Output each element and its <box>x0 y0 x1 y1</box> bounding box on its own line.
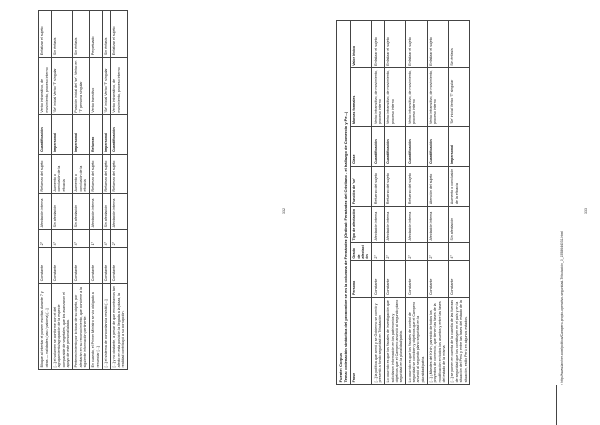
table-cell: Refuerzo del sujeto <box>406 166 427 206</box>
table-cell: Atención del sujeto <box>427 166 448 206</box>
table-cell: Pertenecimiento por lo tocar de su objeto, por afectarán en su reconocimiento, que conciene a la siguiente información pertinente. <box>73 283 90 369</box>
right-page <box>300 0 600 424</box>
table-cell: Refuerzo del sujeto <box>372 166 385 206</box>
table-cell: Sin afectación <box>102 194 110 230</box>
table-cell: En cuando, el Primer Ministro se vio obligado a renunciar [...] <box>90 283 103 369</box>
table-cell: Aumento o conclusión de la eficacia <box>449 166 470 206</box>
table-cell: Sin afectación <box>51 194 72 230</box>
table-cell: [...] la política que armó y se Gobierno se comió y presentó a fondo seguridad en Tributación <box>372 297 385 384</box>
table-cell: Constante <box>384 261 405 297</box>
table-title: Tema: ordenación sintáctica del pronombre se en la columna de Fernández (Ordinal: Fernández del Cristiano - el hallazgo de Comercio y Pe...) <box>343 111 349 383</box>
table-cell: 'Se' inicial Verbo 'T' singular <box>449 68 470 126</box>
table-row <box>449 21 470 385</box>
table-cell: Lo ocurrido es que los fiscales de investigación que solicitaron información en los patrimonios y objetivos que el Campero anunció al segundo plano seguridad en la pluralidad/patria. <box>384 297 405 384</box>
column-header: Tipo de afectación <box>350 206 371 242</box>
right-table <box>350 20 471 385</box>
table-cell: Verbo intransitivo, de movimiento, proceso interno <box>110 57 127 114</box>
table-cell: Bloque al intentar el poseer escritas durante 7 y otras — nalidades (uso / paloma) [...] <box>39 283 52 369</box>
table-cell: [...] se ponen en cuenta de la cuantía de las fuerzas de seguridad que los constituyen en el país y en la situación del Perú y entre las fases del estado de la situación, estilo Perú en algunos estados. <box>449 297 470 384</box>
table-cell: Verbo intransitivo, de movimiento, proceso interno <box>406 68 427 126</box>
table-cell: Impersonal <box>73 115 90 154</box>
table-cell: Impersonal <box>102 115 110 154</box>
table-cell: Posición inicial del 'se'. Verbo en 'T' persona singular <box>73 57 90 114</box>
table-cell: [...] el sistema de concordancia resistió [...] <box>102 283 110 369</box>
column-header: Marcas formales <box>350 68 371 126</box>
table-cell: 4° <box>51 230 72 248</box>
table-cell: Enfatizar el sujeto <box>372 21 385 68</box>
left-page <box>0 0 300 424</box>
column-header: Función de 'se' <box>350 166 371 206</box>
table-cell: Enfatizar el sujeto <box>406 21 427 68</box>
table-cell: [...] y no obstante, a pesar de que encontramos tan afecto en esta posición la llegada a la plaza, la realidad contribuyó a su corrupción. <box>110 283 127 369</box>
page-number: 332 <box>282 208 286 214</box>
table-cell: Afectación interna <box>110 194 127 230</box>
table-row <box>372 21 385 385</box>
table-cell: Constante <box>90 247 103 283</box>
table-cell: Cuantificación <box>39 115 52 154</box>
table-cell: 2° <box>427 243 448 261</box>
table-cell: Refuerzo <box>90 115 103 154</box>
table-cell: Cuantificación <box>384 126 405 166</box>
table-cell: Cuantificación <box>427 126 448 166</box>
column-header: Persona <box>350 261 371 297</box>
table-cell: 2° <box>110 230 127 248</box>
table-cell: Verbo intransitivo, de movimiento, proceso interno <box>427 68 448 126</box>
column-header: Frase <box>350 297 371 384</box>
table-cell: Afectación interna <box>427 206 448 242</box>
table-cell: Constante <box>406 261 427 297</box>
table-cell: 2° <box>372 243 385 261</box>
table-cell: Impersonal <box>51 115 72 154</box>
table-cell: Verbo transitivo <box>90 57 103 114</box>
table-cell: 2° <box>406 243 427 261</box>
left-table <box>38 10 128 370</box>
table-cell: Constante <box>449 261 470 297</box>
table-row <box>427 21 448 385</box>
column-header: Valor léxico <box>350 21 371 68</box>
column-header: Grado de afectación <box>350 243 371 261</box>
table-cell: Afectación interna <box>384 206 405 242</box>
table-cell: Verbo intransitivo, de movimiento, proceso interno <box>372 68 385 126</box>
table-cell: Refuerzo del sujeto <box>90 154 103 193</box>
column-header: Clase <box>350 126 371 166</box>
table-cell: Refuerzo del sujeto <box>110 154 127 193</box>
table-cell: Enfatizar el sujeto <box>384 21 405 68</box>
table-row <box>406 21 427 385</box>
table-cell: Afectación interna <box>90 194 103 230</box>
footnote: ¹ http://www.larcher.com/politica/Campero-propio-operativo-seguridad-Tributación_0_1558644031.html <box>560 231 564 385</box>
table-cell: 4° <box>73 230 90 248</box>
table-cell: Perpetuado <box>90 11 103 58</box>
table-cell: Verbo intransitivo, de movimiento, proceso interno <box>39 57 52 114</box>
table-cell: Cuantificación <box>406 126 427 166</box>
table-cell: Afectación interna <box>39 194 52 230</box>
table-cell: 2° <box>39 230 52 248</box>
table-cell: 'Se' inicial Verbo 'T' singular <box>51 57 72 114</box>
table-cell: 4° <box>102 230 110 248</box>
table-cell: Cuantificación <box>372 126 385 166</box>
table-cell: Constante <box>427 261 448 297</box>
table-cell: Afectación interna <box>372 206 385 242</box>
table-cell: Sin afectación <box>73 194 90 230</box>
table-cell: 1° <box>90 230 103 248</box>
table-cell: Constante <box>51 247 72 283</box>
table-cell: Refuerzo del sujeto <box>39 154 52 193</box>
table-caption <box>336 20 350 385</box>
table-row <box>39 11 52 370</box>
table-cell: Constante <box>39 247 52 283</box>
table-cell: Verbo intransitivo, de movimiento, proceso interno <box>384 68 405 126</box>
table-cell: Sin afectación <box>449 206 470 242</box>
footnote-rule <box>556 385 557 425</box>
table-cell: 2° <box>384 243 405 261</box>
table-cell: Impersonal <box>449 126 470 166</box>
left-table-frame <box>38 10 274 370</box>
table-row <box>51 11 72 370</box>
table-row <box>73 11 90 370</box>
table-cell: Sin énfasis <box>102 11 110 58</box>
table-cell: Constante <box>110 247 127 283</box>
table-cell: Enfatizar el sujeto <box>39 11 52 58</box>
table-cell: Constante <box>73 247 90 283</box>
table-cell: Aumento o conclusión de la eficacia <box>73 154 90 193</box>
table-cell: [...] ¿Mandes del Kirch, parecido de todos los proyectos de comercio, que tienen las fases de la modificación en todos los asuntos y entre las fases del estado de la misma <box>427 297 448 384</box>
table-cell: Constante <box>372 261 385 297</box>
table-cell: [...] el volumen se conforme con el del agrupamiento/agrupación de la especie comparable de vegetales, que los avanzaron el apoyo de este personal/alaba. <box>51 283 72 369</box>
table-row <box>384 21 405 385</box>
table-row <box>110 11 127 370</box>
table-cell: Cuantificación <box>110 115 127 154</box>
table-cell: Enfatizar el sujeto <box>110 11 127 58</box>
table-cell: Constante <box>102 247 110 283</box>
table-cell: Enfatizar el sujeto <box>427 21 448 68</box>
table-row <box>102 11 110 370</box>
table-cell: 4° <box>449 243 470 261</box>
table-source: Fuente: Corpus <box>338 352 344 383</box>
table-cell: Sin énfasis <box>73 11 90 58</box>
table-cell: Aumento o conclusión de la eficacia <box>51 154 72 193</box>
table-cell: Lo ocurrido es que los fiscales de control de seguridad se conciben y objetivos que el Campero anunció al segundo plano seguridad en la pluralidad/patria. <box>406 297 427 384</box>
right-table-frame <box>336 20 562 385</box>
page-number: 333 <box>584 208 588 214</box>
table-cell: Afectación interna <box>406 206 427 242</box>
table-cell: Refuerzo del sujeto <box>384 166 405 206</box>
table-cell: Refuerzo del sujeto <box>102 154 110 193</box>
table-cell: 'Se' inicial Verbo 'T' singular <box>102 57 110 114</box>
table-cell: Sin énfasis <box>449 21 470 68</box>
table-cell: Sin énfasis <box>51 11 72 58</box>
table-row <box>90 11 103 370</box>
